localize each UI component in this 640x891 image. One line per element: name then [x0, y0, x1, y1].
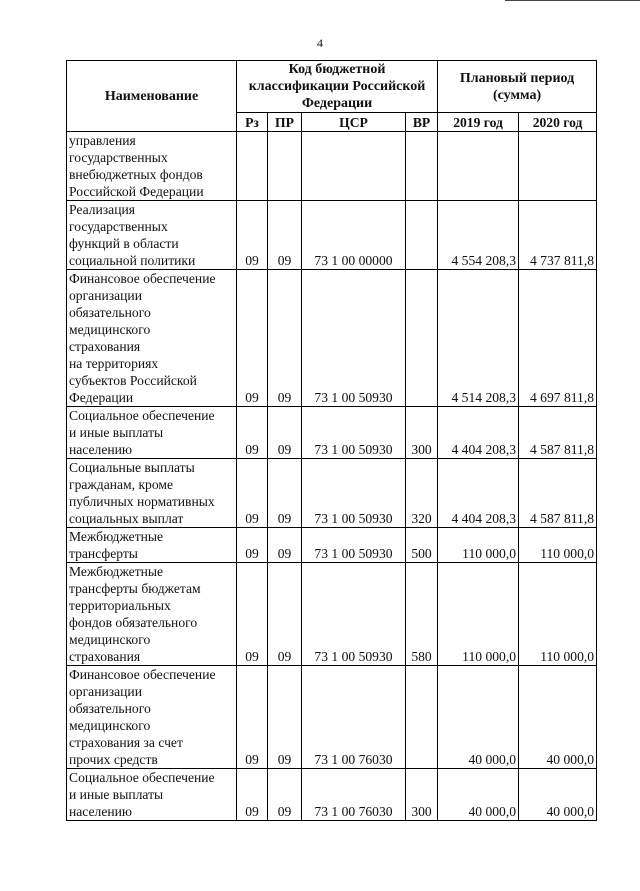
- cell-rz: 09: [237, 201, 268, 270]
- row-name-line: публичных нормативных: [69, 494, 215, 509]
- row-name-line: Социальное обеспечение: [69, 408, 215, 423]
- row-name-line: на территориях: [69, 356, 159, 371]
- cell-2020: 40 000,0: [519, 666, 597, 769]
- cell-pr: 09: [268, 563, 302, 666]
- cell-pr: [268, 132, 302, 201]
- cell-2020: 40 000,0: [519, 769, 597, 821]
- header-rz: Рз: [237, 113, 268, 132]
- cell-csr: 73 1 00 76030: [302, 769, 406, 821]
- row-name: [67, 563, 237, 666]
- header-vr: ВР: [406, 113, 438, 132]
- cell-2019: 4 514 208,3: [438, 270, 519, 407]
- cell-vr: 580: [406, 563, 438, 666]
- budget-table: [66, 60, 597, 821]
- cell-csr: 73 1 00 50930: [302, 407, 406, 459]
- cell-rz: 09: [237, 270, 268, 407]
- cell-2020: 4 737 811,8: [519, 201, 597, 270]
- cell-2020: 110 000,0: [519, 528, 597, 563]
- row-name: [67, 528, 237, 563]
- row-name-line: социальной политики: [69, 253, 196, 268]
- cell-vr: 500: [406, 528, 438, 563]
- row-name-line: внебюджетных фондов: [69, 167, 203, 182]
- row-name: [67, 201, 237, 270]
- header-2020: 2020 год: [519, 113, 597, 132]
- row-name-line: медицинского: [69, 322, 151, 337]
- cell-vr: [406, 270, 438, 407]
- table-row: [67, 132, 597, 201]
- cell-2019: 40 000,0: [438, 769, 519, 821]
- row-name: [67, 270, 237, 407]
- cell-pr: 09: [268, 528, 302, 563]
- cell-rz: 09: [237, 459, 268, 528]
- row-name-line: Межбюджетные: [69, 529, 164, 544]
- cell-vr: 320: [406, 459, 438, 528]
- row-name-line: Социальное обеспечение: [69, 770, 215, 785]
- cell-pr: 09: [268, 459, 302, 528]
- table-row: [67, 528, 597, 563]
- row-name-line: государственных: [69, 219, 168, 234]
- cell-rz: 09: [237, 407, 268, 459]
- cell-rz: [237, 132, 268, 201]
- row-name-line: обязательного: [69, 701, 151, 716]
- cell-2019: 110 000,0: [438, 563, 519, 666]
- cell-pr: 09: [268, 769, 302, 821]
- row-name-line: прочих средств: [69, 752, 158, 767]
- cell-vr: [406, 132, 438, 201]
- row-name-line: организации: [69, 684, 142, 699]
- cell-vr: [406, 666, 438, 769]
- cell-csr: 73 1 00 76030: [302, 666, 406, 769]
- cell-2020: 4 697 811,8: [519, 270, 597, 407]
- table-row: [67, 459, 597, 528]
- row-name-line: организации: [69, 288, 142, 303]
- cell-csr: 73 1 00 50930: [302, 459, 406, 528]
- cell-2019: 4 404 208,3: [438, 407, 519, 459]
- row-name-line: субъектов Российской: [69, 373, 197, 388]
- table-row: [67, 270, 597, 407]
- row-name-line: населению: [69, 804, 133, 819]
- row-name-line: и иные выплаты: [69, 425, 164, 440]
- row-name: [67, 132, 237, 201]
- table-row: [67, 769, 597, 821]
- table-header: [67, 61, 597, 132]
- cell-csr: 73 1 00 50930: [302, 270, 406, 407]
- row-name: [67, 407, 237, 459]
- cell-pr: 09: [268, 270, 302, 407]
- row-name: [67, 459, 237, 528]
- cell-rz: 09: [237, 528, 268, 563]
- header-2019: 2019 год: [438, 113, 519, 132]
- top-rule: [505, 0, 640, 1]
- cell-2019: 4 554 208,3: [438, 201, 519, 270]
- row-name-line: трансферты бюджетам: [69, 581, 201, 596]
- header-csr: ЦСР: [302, 113, 406, 132]
- cell-csr: [302, 132, 406, 201]
- cell-2019: 40 000,0: [438, 666, 519, 769]
- row-name-line: управления: [69, 133, 136, 148]
- cell-vr: 300: [406, 769, 438, 821]
- row-name-line: Социальные выплаты: [69, 460, 195, 475]
- row-name-line: страхования: [69, 649, 141, 664]
- row-name-line: Российской Федерации: [69, 184, 204, 199]
- page-number: 4: [317, 36, 323, 50]
- header-code-group: Код бюджетной классификации Российской Федерации: [237, 61, 438, 113]
- cell-2020: 110 000,0: [519, 563, 597, 666]
- cell-2020: [519, 132, 597, 201]
- row-name-line: Реализация: [69, 202, 135, 217]
- row-name-line: функций в области: [69, 236, 179, 251]
- cell-vr: [406, 201, 438, 270]
- cell-rz: 09: [237, 666, 268, 769]
- cell-pr: 09: [268, 407, 302, 459]
- row-name-line: страхования: [69, 339, 141, 354]
- table-body: [67, 132, 597, 821]
- row-name-line: гражданам, кроме: [69, 477, 174, 492]
- row-name-line: обязательного: [69, 305, 151, 320]
- table-row: [67, 201, 597, 270]
- row-name-line: Федерации: [69, 390, 134, 405]
- cell-pr: 09: [268, 666, 302, 769]
- row-name-line: Межбюджетные: [69, 564, 164, 579]
- row-name-line: страхования за счет: [69, 735, 183, 750]
- row-name-line: населению: [69, 442, 133, 457]
- cell-rz: 09: [237, 563, 268, 666]
- cell-csr: 73 1 00 00000: [302, 201, 406, 270]
- row-name: [67, 769, 237, 821]
- cell-2020: 4 587 811,8: [519, 459, 597, 528]
- cell-2019: 110 000,0: [438, 528, 519, 563]
- cell-pr: 09: [268, 201, 302, 270]
- cell-rz: 09: [237, 769, 268, 821]
- cell-2019: [438, 132, 519, 201]
- row-name-line: Финансовое обеспечение: [69, 667, 216, 682]
- cell-2019: 4 404 208,3: [438, 459, 519, 528]
- table-row: [67, 563, 597, 666]
- cell-2020: 4 587 811,8: [519, 407, 597, 459]
- table-row: [67, 407, 597, 459]
- row-name-line: фондов обязательного: [69, 615, 198, 630]
- cell-csr: 73 1 00 50930: [302, 563, 406, 666]
- row-name-line: медицинского: [69, 718, 151, 733]
- row-name-line: и иные выплаты: [69, 787, 164, 802]
- row-name-line: трансферты: [69, 546, 138, 561]
- cell-vr: 300: [406, 407, 438, 459]
- header-pr: ПР: [268, 113, 302, 132]
- header-period-group: Плановый период (сумма): [438, 61, 597, 113]
- row-name-line: территориальных: [69, 598, 171, 613]
- cell-csr: 73 1 00 50930: [302, 528, 406, 563]
- row-name-line: Финансовое обеспечение: [69, 271, 216, 286]
- table-row: [67, 666, 597, 769]
- row-name-line: социальных выплат: [69, 511, 184, 526]
- header-name: Наименование: [67, 61, 237, 132]
- row-name: [67, 666, 237, 769]
- row-name-line: медицинского: [69, 632, 151, 647]
- row-name-line: государственных: [69, 150, 168, 165]
